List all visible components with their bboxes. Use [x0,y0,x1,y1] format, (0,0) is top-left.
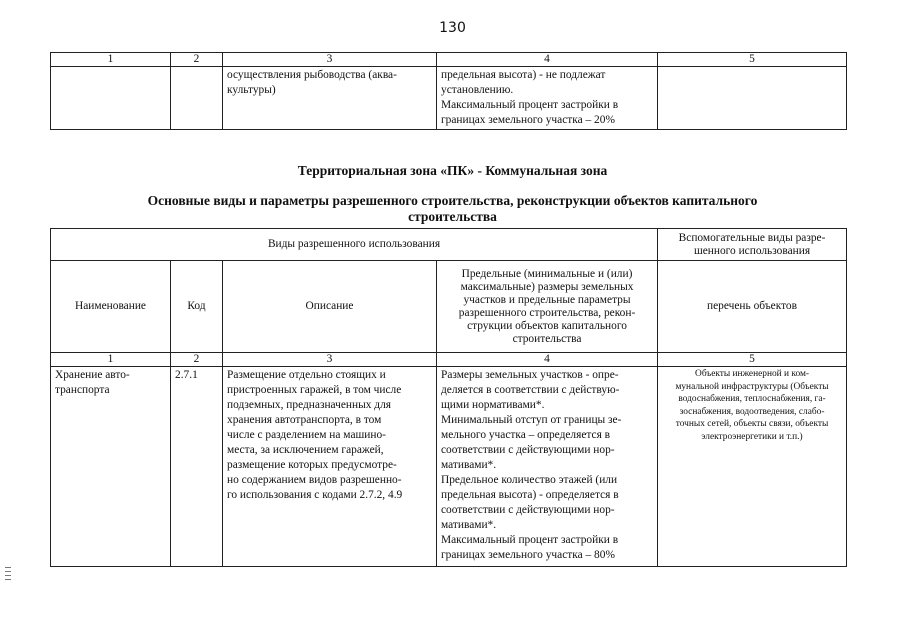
text-line: места, за исключением гаражей, [227,444,384,456]
col-number-5: 5 [658,53,847,67]
header-objects: перечень объектов [658,261,847,353]
cell-code [171,67,223,130]
header-parameters-line: участков и предельные параметры [463,293,631,306]
text-line: осуществления рыбоводства (аква- [227,69,397,81]
text-line: предельная высота) - не подлежат [441,69,606,81]
text-line: размещение которых предусмотре- [227,459,397,471]
text-line: мельного участка – определяется в [441,429,611,441]
section-title-line-1: Основные виды и параметры разрешенного строительства, реконструкции объектов капитального [147,193,758,208]
text-line: зоснабжения, водоотведения, слабо- [679,406,825,417]
text-line: границах земельного участка – 80% [441,549,615,561]
header-parameters-line: строительства [512,332,582,345]
text-line: Максимальный процент застройки в [441,534,619,546]
header-name: Наименование [51,261,171,353]
header-code: Код [171,261,223,353]
col-number-1: 1 [51,53,171,67]
text-line: водоснабжения, теплоснабжения, га- [678,394,826,405]
header-parameters-line: максимальные) размеры земельных [460,280,634,293]
text-line: предельная высота) - определяется в [441,489,619,501]
text-line: транспорта [55,384,110,396]
text-line: Объекты инженерной и ком- [695,369,810,379]
text-line: го использования с кодами 2.7.2, 4.9 [227,489,403,501]
aux-header-line: Вспомогательные виды разре- [678,231,826,244]
col-number-5: 5 [658,353,847,367]
continuation-table [50,52,847,130]
text-line: Предельное количество этажей (или [441,474,618,486]
cell-auxiliary [658,367,847,567]
cell-auxiliary [658,67,847,130]
text-line: культуры) [227,84,276,96]
header-parameters [437,261,658,353]
col-number-4: 4 [437,353,658,367]
group-header: Виды разрешенного использования [51,229,658,261]
text-line: мунальной инфраструктуры (Объекты [675,381,829,392]
text-line: соответствии с действующими нор- [441,444,615,456]
zone-title: Территориальная зона «ПК» - Коммунальная зона [297,163,608,178]
text-line: Минимальный отступ от границы зе- [441,414,622,426]
text-line: Размещение отдельно стоящих и [227,369,386,381]
text-line: мативами*. [441,459,497,471]
text-line: деляется в соответствии с действую- [441,384,620,396]
cell-description [223,367,437,567]
cell-code: 2.7.1 [171,367,223,567]
text-line: хранения автотранспорта, в том [227,414,382,426]
section-title-line-2: строительства [408,209,497,224]
col-number-2: 2 [171,53,223,67]
col-number-3: 3 [223,353,437,367]
cell-name [51,67,171,130]
col-number-1: 1 [51,353,171,367]
col-number-4: 4 [437,53,658,67]
text-line: пристроенных гаражей, в том числе [227,384,402,396]
scan-marks [5,567,11,583]
cell-name [51,367,171,567]
header-parameters-line: струкции объектов капитального [467,319,627,332]
text-line: подземных, предназначенных для [227,399,392,411]
col-number-3: 3 [223,53,437,67]
text-line: Максимальный процент застройки в [441,99,619,111]
header-parameters-line: Предельные (минимальные и (или) [461,267,633,280]
header-description: Описание [223,261,437,353]
aux-header [658,229,847,261]
text-line: числе с разделением на машино- [227,429,386,441]
main-table [50,228,847,567]
text-line: но содержанием видов разрешенно- [227,474,402,486]
text-line: мативами*. [441,519,497,531]
text-line: установлению. [441,84,514,96]
cell-parameters [437,367,658,567]
col-number-2: 2 [171,353,223,367]
text-line: соответствии с действующими нор- [441,504,615,516]
cell-parameters [437,67,658,130]
cell-description [223,67,437,130]
text-line: границах земельного участка – 20% [441,114,615,126]
aux-header-line: шенного использования [693,244,811,257]
text-line: электроэнергетики и т.п.) [701,431,803,442]
header-parameters-line: разрешенного строительства, рекон- [458,306,636,319]
text-line: щими нормативами*. [441,399,545,411]
text-line: точных сетей, объекты связи, объекты [675,419,829,430]
text-line: Хранение авто- [55,369,130,381]
text-line: Размеры земельных участков - опре- [441,369,619,381]
page-number: 130 [439,20,466,36]
